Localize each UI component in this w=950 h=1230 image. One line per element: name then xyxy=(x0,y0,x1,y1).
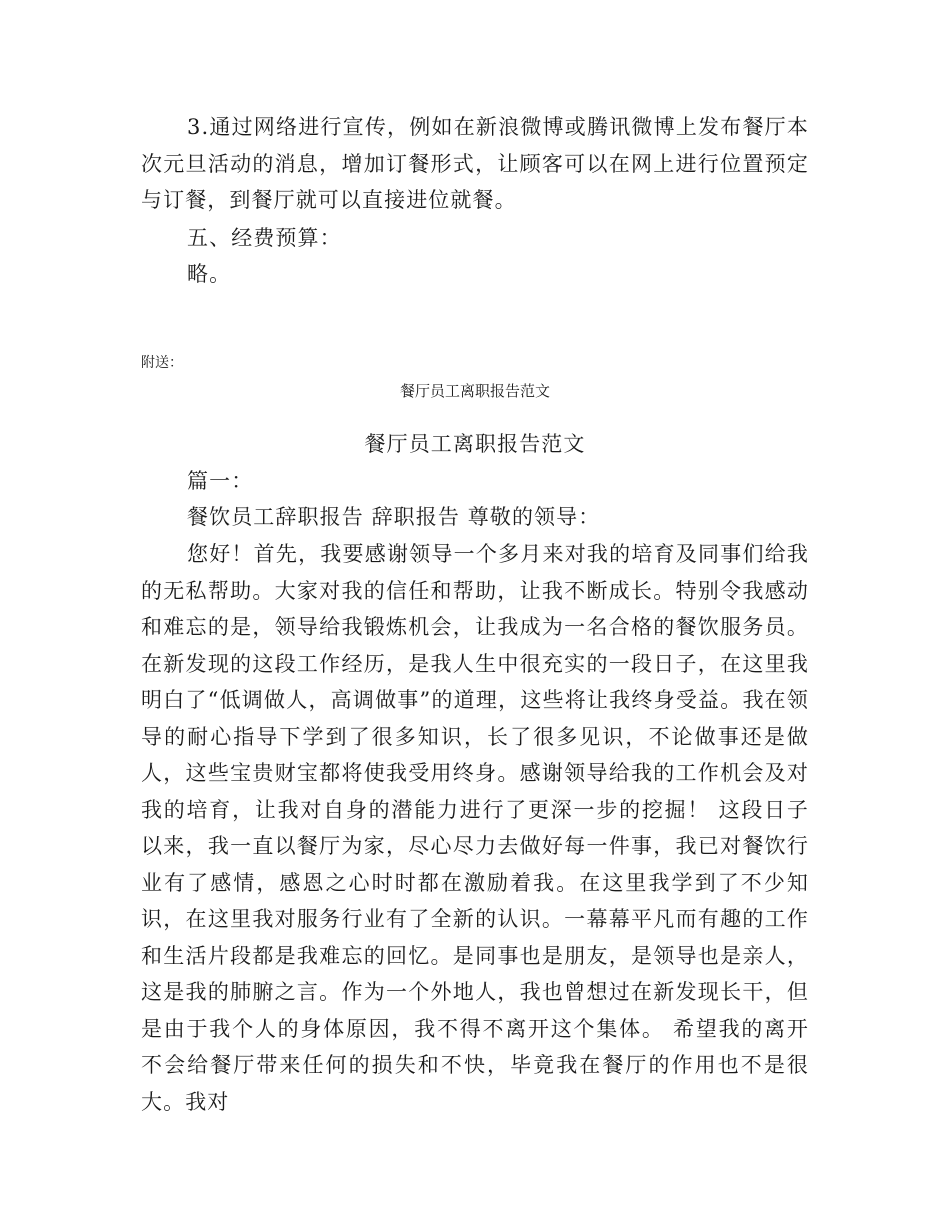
paragraph-item-3: 3.通过网络进行宣传，例如在新浪微博或腾讯微博上发布餐厅本次元旦活动的消息，增加订餐形式，让顾客可以在网上进行位置预定与订餐，到餐厅就可以直接进位就餐。 xyxy=(141,115,809,212)
appendix-small-title: 餐厅员工离职报告范文 xyxy=(399,382,550,400)
part-label: 篇一： xyxy=(187,469,254,493)
appendix-label: 附送： xyxy=(141,355,183,371)
body-paragraph: 您好！首先，我要感谢领导一个多月来对我的培育及同事们给我的无私帮助。大家对我的信任和帮助，让我不断成长。特别令我感动和难忘的是，领导给我锻炼机会，让我成为一名合格的餐饮服务员。在新发现的这段工作经历，是我人生中很充实的一段日子，在这里我明白了“低调做人，高调做事”的道理，这些将让我终身受益。我在领导的耐心指导下学到了很多知识，长了很多见识，不论做事还是做人，这些宝贵财宝都将使我受用终身。感谢领导给我的工作机会及对我的培育，让我对自身的潜能力进行了更深一步的挖掘！ 这段日子以来，我一直以餐厅为家，尽心尽力去做好每一件事，我已对餐饮行业有了感情，感恩之心时时都在激励着我。在这里我学到了不少知识，在这里我对服务行业有了全新的认识。一幕幕平凡而有趣的工作和生活片段都是我难忘的回忆。是同事也是朋友，是领导也是亲人，这是我的肺腑之言。作为一个外地人，我也曾想过在新发现长干，但是由于我个人的身体原因，我不得不离开这个集体。 希望我的离开不会给餐厅带来任何的损失和不快，毕竟我在餐厅的作用也不是很大。我对 xyxy=(141,542,809,1114)
salutation-line: 餐饮员工辞职报告 辞职报告 尊敬的领导： xyxy=(187,505,601,529)
main-title: 餐厅员工离职报告范文 xyxy=(364,432,586,456)
section-content-budget: 略。 xyxy=(187,262,232,286)
section-heading-budget: 五、经费预算： xyxy=(187,226,342,250)
